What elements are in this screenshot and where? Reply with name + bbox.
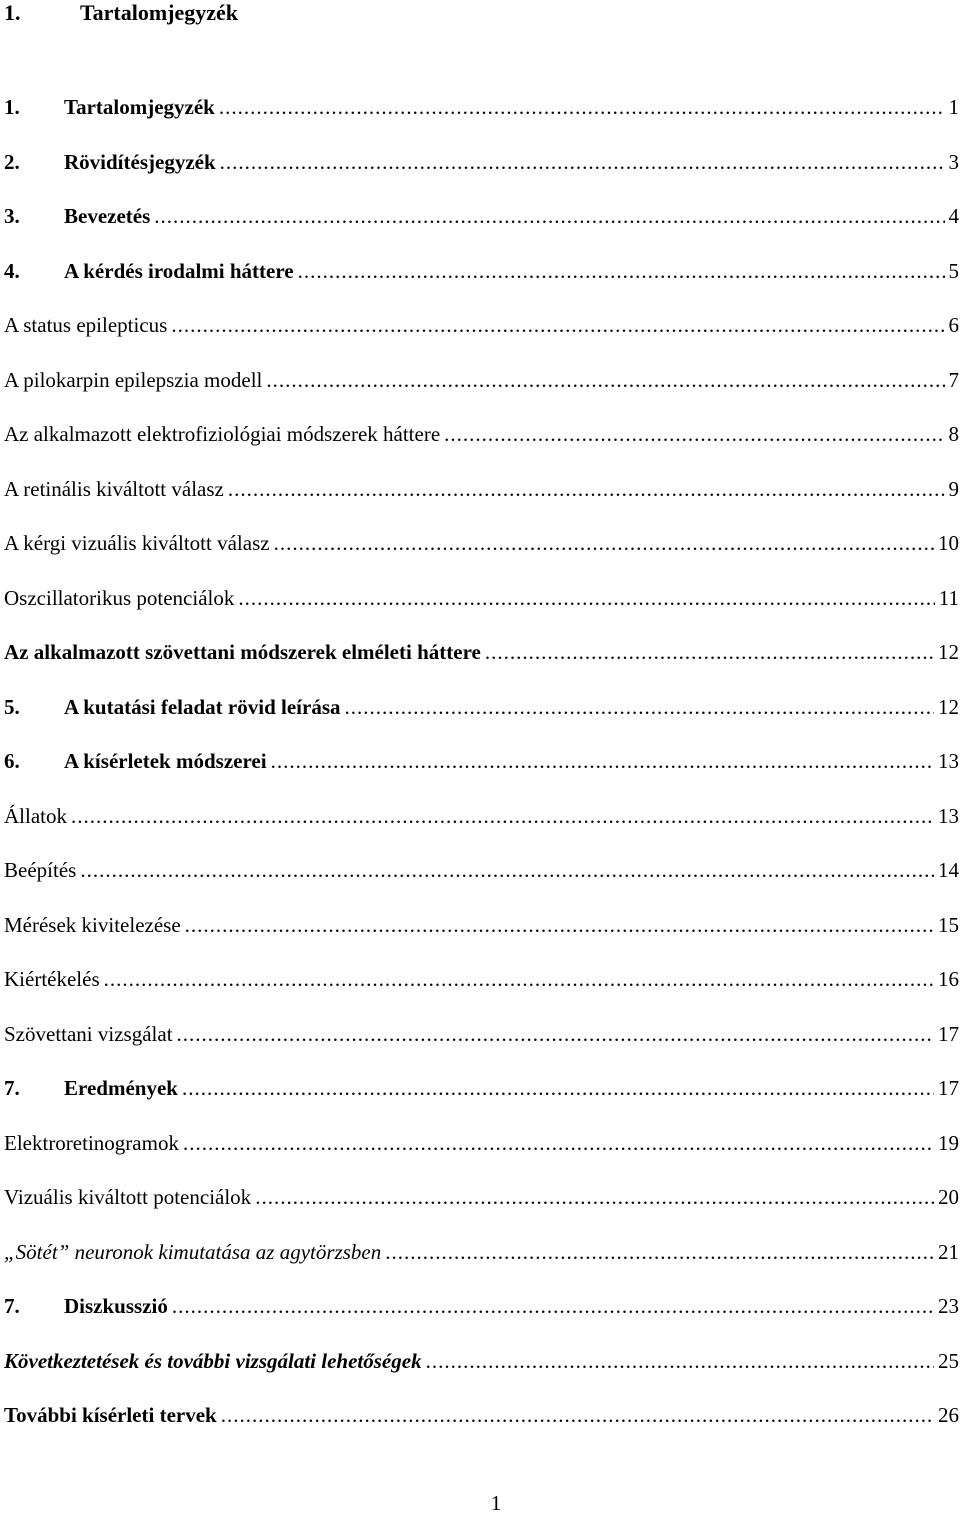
toc-entry-label [4,367,262,393]
dot-leader [183,1130,934,1156]
toc-heading [4,0,238,26]
toc-entry-title: Mérések kivitelezése [4,912,181,937]
toc-entry-title: Diszkusszió [64,1294,168,1318]
toc-entry-label [4,803,67,829]
toc-entry-label [4,149,216,175]
table-of-contents [4,94,959,1457]
toc-entry[interactable] [4,803,959,858]
toc-entry-label [4,258,294,284]
toc-entry-title: Vizuális kiváltott potenciálok [4,1185,252,1209]
toc-entry-label [4,1075,178,1101]
dot-leader [266,367,944,393]
toc-entry-page: 25 [938,1348,959,1373]
toc-entry-title: Következtetések és további vizsgálati lehetőségek [4,1348,422,1373]
toc-entry[interactable] [4,258,959,313]
toc-entry-label [4,1239,381,1265]
toc-entry[interactable] [4,312,959,367]
toc-entry-title: A kérgi vizuális kiváltott válasz [4,531,270,555]
toc-entry[interactable] [4,1293,959,1348]
dot-leader [220,149,945,175]
toc-entry[interactable] [4,94,959,149]
toc-entry-title: Kiértékelés [4,967,100,991]
toc-entry-label [4,1402,217,1428]
toc-entry[interactable] [4,639,959,694]
toc-entry-label [4,1021,173,1047]
toc-entry[interactable] [4,1348,959,1403]
toc-entry-page: 7 [948,367,959,392]
toc-entry-page: 9 [948,476,959,501]
toc-entry-title: Oszcillatorikus potenciálok [4,585,235,610]
toc-entry-label [4,1130,179,1156]
toc-entry-label [4,1348,422,1374]
toc-entry-number: 3. [4,204,20,228]
toc-entry-title: A kísérletek módszerei [64,749,267,773]
toc-entry-page: 21 [938,1239,959,1264]
dot-leader [219,94,945,120]
toc-entry-title: Eredmények [64,1076,178,1100]
toc-entry-label [4,748,267,774]
toc-entry-title: A status epilepticus [4,313,168,337]
toc-entry-title: Állatok [4,803,67,828]
dot-leader [298,258,945,284]
toc-entry-label [4,312,167,338]
toc-entry-title: Bevezetés [64,204,151,228]
toc-entry-page: 12 [938,640,959,664]
toc-entry-label [4,203,150,229]
toc-entry-label [4,694,341,720]
toc-entry-number: 7. [4,1294,20,1318]
toc-entry-page: 26 [938,1403,959,1427]
toc-heading-title: Tartalomjegyzék [80,0,239,25]
toc-entry-title: A retinális kiváltott válasz [4,476,224,501]
toc-entry-page: 15 [938,912,959,937]
toc-entry-page: 16 [938,967,959,991]
toc-entry[interactable] [4,694,959,749]
dot-leader [228,476,945,502]
page-number-footer: 1 [490,1491,502,1515]
toc-entry[interactable] [4,367,959,422]
toc-entry[interactable] [4,421,959,476]
dot-leader [426,1348,934,1374]
toc-entry[interactable] [4,476,959,531]
toc-entry-page: 23 [938,1294,959,1318]
toc-entry-label [4,857,76,883]
toc-entry-title: Tartalomjegyzék [64,95,215,119]
toc-entry[interactable] [4,1239,959,1294]
toc-entry[interactable] [4,966,959,1021]
toc-entry-label [4,585,234,611]
toc-entry-label [4,1293,168,1319]
toc-entry-number: 7. [4,1076,20,1100]
toc-entry-title: További kísérleti tervek [4,1403,217,1427]
toc-entry[interactable] [4,203,959,258]
dot-leader [154,203,944,229]
toc-entry-label [4,476,224,502]
toc-entry-page: 17 [938,1021,959,1046]
toc-entry[interactable] [4,149,959,204]
toc-entry-number: 1. [4,95,20,119]
toc-entry-page: 1 [948,95,959,119]
toc-entry-number: 6. [4,749,20,773]
dot-leader [274,530,934,556]
dot-leader [385,1239,934,1265]
toc-entry-page: 4 [948,204,959,228]
toc-entry-page: 10 [938,531,959,555]
toc-entry[interactable] [4,748,959,803]
toc-entry-number: 5. [4,694,20,719]
toc-entry-title: Szövettani vizsgálat [4,1021,173,1046]
toc-entry-title: Az alkalmazott elektrofiziológiai módszerek háttere [4,422,441,446]
toc-entry-page: 19 [938,1130,959,1155]
toc-entry[interactable] [4,912,959,967]
toc-entry-title: Beépítés [4,858,77,882]
dot-leader [177,1021,934,1047]
dot-leader [221,1402,934,1428]
toc-entry-page: 13 [938,803,959,828]
toc-entry-page: 11 [938,585,959,610]
dot-leader [271,748,934,774]
toc-entry-label [4,530,270,556]
dot-leader [444,421,944,447]
toc-entry[interactable] [4,1184,959,1239]
toc-entry-label [4,421,440,447]
dot-leader [172,1293,934,1319]
dot-leader [185,912,934,938]
toc-entry-label [4,94,215,120]
toc-entry-title: Elektroretinogramok [4,1130,179,1155]
toc-entry-page: 20 [938,1185,959,1209]
dot-leader [255,1184,934,1210]
toc-entry-page: 12 [938,694,959,719]
toc-entry-page: 3 [948,149,959,174]
toc-entry-title: A kérdés irodalmi háttere [64,258,294,283]
toc-entry-label [4,1184,251,1210]
toc-entry-page: 13 [938,749,959,773]
toc-entry-label [4,639,481,665]
dot-leader [182,1075,934,1101]
toc-entry-label [4,912,181,938]
toc-entry-page: 17 [938,1076,959,1100]
dot-leader [485,639,934,665]
toc-heading-number: 1. [4,0,21,25]
toc-entry-page: 8 [948,422,959,446]
toc-entry[interactable] [4,530,959,585]
toc-entry[interactable] [4,1021,959,1076]
toc-entry-title: „Sötét” neuronok kimutatása az agytörzsben [4,1239,382,1264]
toc-entry-page: 14 [938,858,959,882]
dot-leader [171,312,944,338]
toc-entry-title: Rövidítésjegyzék [64,149,216,174]
toc-entry-page: 6 [948,313,959,337]
toc-entry[interactable] [4,585,959,640]
toc-entry-label [4,966,100,992]
toc-entry-title: A pilokarpin epilepszia modell [4,367,263,392]
toc-entry[interactable] [4,1402,959,1457]
toc-entry[interactable] [4,1130,959,1185]
dot-leader [238,585,934,611]
dot-leader [80,857,934,883]
toc-entry-number: 4. [4,258,20,283]
toc-entry[interactable] [4,857,959,912]
toc-entry-number: 2. [4,149,20,174]
toc-entry-title: A kutatási feladat rövid leírása [64,694,341,719]
dot-leader [71,803,934,829]
toc-entry-title: Az alkalmazott szövettani módszerek elméleti háttere [4,640,481,664]
toc-entry[interactable] [4,1075,959,1130]
toc-entry-page: 5 [948,258,959,283]
dot-leader [345,694,935,720]
dot-leader [104,966,934,992]
